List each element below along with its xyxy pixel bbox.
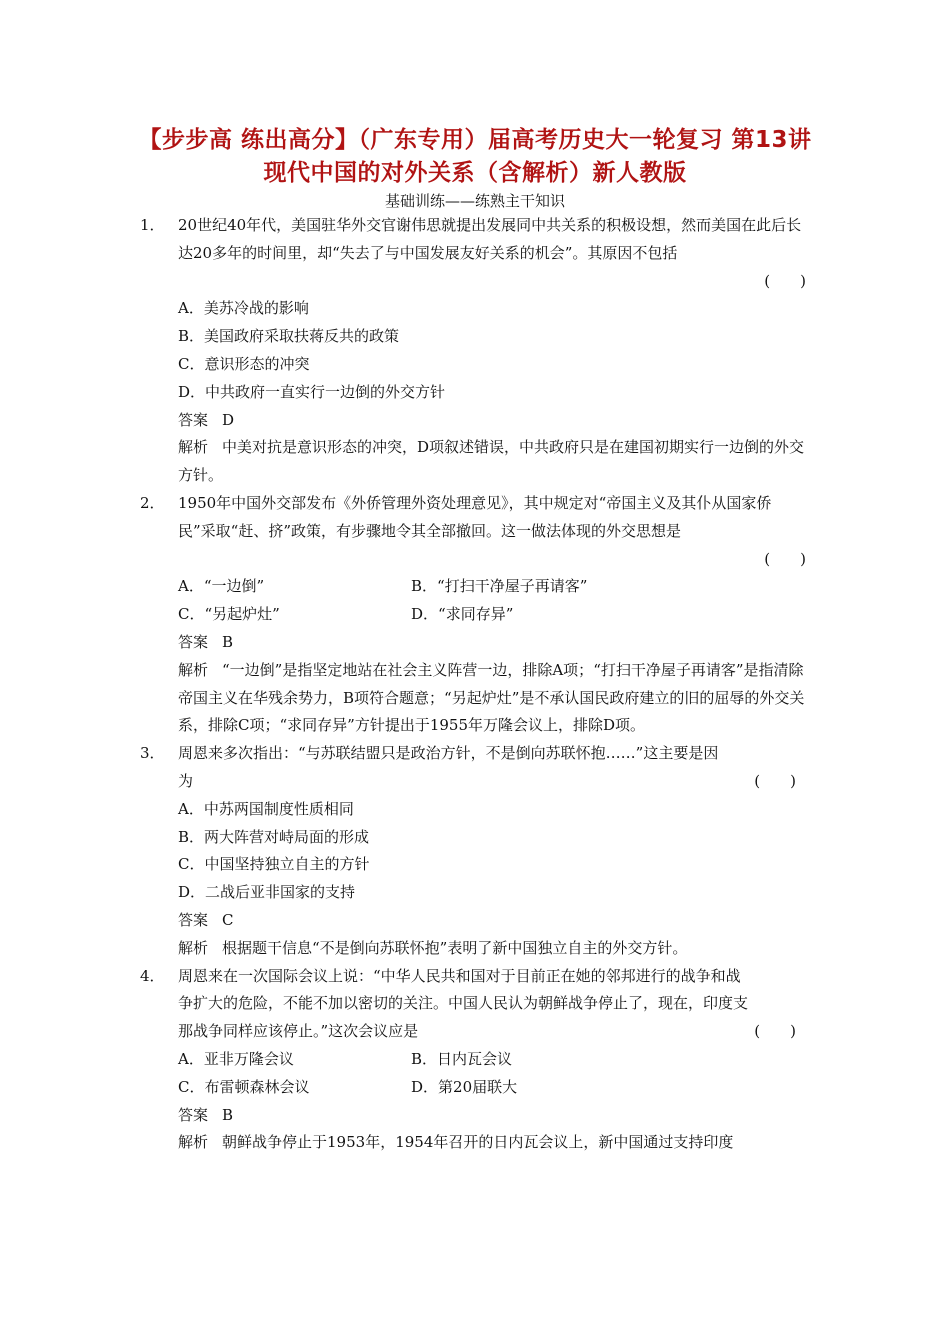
answer-label: 答案 (178, 410, 209, 429)
explanation (178, 1129, 808, 1157)
explanation-label: 解析 (178, 938, 209, 957)
document-title-line2: 现代中国的对外关系（含解析）新人教版 (263, 160, 687, 186)
option-b: B．“打扫干净屋子再请客” (411, 577, 588, 596)
option-a: A．美苏冷战的影响 (178, 299, 309, 318)
answer-value: C (222, 910, 234, 929)
question-list (140, 212, 808, 1157)
question-stem-cont: 为 ( ) (178, 768, 808, 796)
answer-blank: ( ) (754, 771, 796, 790)
explanation-text: “一边倒”是指坚定地站在社会主义阵营一边，排除A项；“打扫干净屋子再请客”是指清除帝国主义在华残余势力，B项符合题意；“另起炉灶”是不承认国民政府建立的旧的屈辱的外交关系，排除C项；“求同存异”方针提出于1955年万隆会议上，排除D项。 (178, 660, 805, 735)
explanation-text: 中美对抗是意识形态的冲突，D项叙述错误，中共政府只是在建国初期实行一边倒的外交方针。 (178, 438, 805, 485)
options-row (178, 601, 808, 629)
option-c: C．意识形态的冲突 (178, 354, 310, 373)
option-c: C．中国坚持独立自主的方针 (178, 855, 370, 874)
question-1 (140, 212, 808, 490)
explanation-label: 解析 (178, 660, 209, 679)
answer-label: 答案 (178, 632, 209, 651)
answer-line (178, 407, 808, 435)
answer-value: D (222, 410, 235, 429)
question-number: 2． (140, 493, 165, 512)
question-stem: ( ) 周恩来在一次国际会议上说：“中华人民共和国对于目前正在她的邻邦进行的战争和战争扩大的危险，不能不加以密切的关注。中国人民认为朝鲜战争停止了，现在，印度支那战争同样应该停止。”这次会议应是 (178, 963, 808, 1046)
explanation (178, 657, 808, 740)
explanation (178, 434, 808, 490)
explanation-text: 根据题干信息“不是倒向苏联怀抱”表明了新中国独立自主的外交方针。 (222, 938, 688, 957)
option-b: B．日内瓦会议 (411, 1049, 513, 1068)
option-b: B．美国政府采取扶蒋反共的政策 (178, 327, 400, 346)
question-3 (140, 740, 808, 962)
option-d: D．中共政府一直实行一边倒的外交方针 (178, 382, 446, 401)
explanation (178, 935, 808, 963)
options-row (178, 573, 808, 601)
option-a: A．亚非万隆会议 (178, 1049, 294, 1068)
options-row (178, 1074, 808, 1102)
options-row (178, 1046, 808, 1074)
question-number: 3． (140, 744, 165, 763)
option-d: D．二战后亚非国家的支持 (178, 883, 356, 902)
question-stem: 20世纪40年代，美国驻华外交官谢伟思就提出发展同中共关系的积极设想，然而美国在此后长达20多年的时间里，却“失去了与中国发展友好关系的机会”。其原因不包括 (178, 216, 802, 262)
answer-value: B (222, 632, 234, 651)
question-4 (140, 963, 808, 1158)
answer-line (178, 629, 808, 657)
option-c: C．布雷顿森林会议 (178, 1077, 310, 1096)
option-c: C．“另起炉灶” (178, 605, 280, 624)
option-a: A．“一边倒” (178, 577, 265, 596)
question-2 (140, 490, 808, 740)
answer-blank: ( ) (764, 271, 806, 290)
answer-label: 答案 (178, 1105, 209, 1124)
question-stem: 1950年中国外交部发布《外侨管理外资处理意见》，其中规定对“帝国主义及其仆从国家侨民”采取“赶、挤”政策，有步骤地令其全部撤回。这一做法体现的外交思想是 (178, 493, 772, 540)
answer-line (178, 1102, 808, 1130)
answer-label: 答案 (178, 910, 209, 929)
explanation-text: 朝鲜战争停止于1953年，1954年召开的日内瓦会议上，新中国通过支持印度 (222, 1133, 734, 1152)
question-number: 4． (140, 966, 165, 985)
option-a: A．中苏两国制度性质相同 (178, 799, 354, 818)
question-number: 1． (140, 216, 165, 234)
option-d: D．“求同存异” (411, 605, 514, 624)
question-stem: 周恩来多次指出：“与苏联结盟只是政治方针，不是倒向苏联怀抱……”这主要是因 (178, 744, 719, 763)
answer-blank: ( ) (754, 1022, 796, 1041)
explanation-label: 解析 (178, 1133, 209, 1152)
document-title-line1: 【步步高 练出高分】（广东专用）届高考历史大一轮复习 第13讲 (138, 127, 812, 153)
section-subtitle: 基础训练——练熟主干知识 (384, 192, 565, 210)
answer-value: B (222, 1105, 234, 1124)
option-b: B．两大阵营对峙局面的形成 (178, 827, 370, 846)
answer-line (178, 907, 808, 935)
answer-blank: ( ) (764, 549, 806, 568)
explanation-label: 解析 (178, 438, 209, 457)
option-d: D．第20届联大 (411, 1077, 518, 1096)
